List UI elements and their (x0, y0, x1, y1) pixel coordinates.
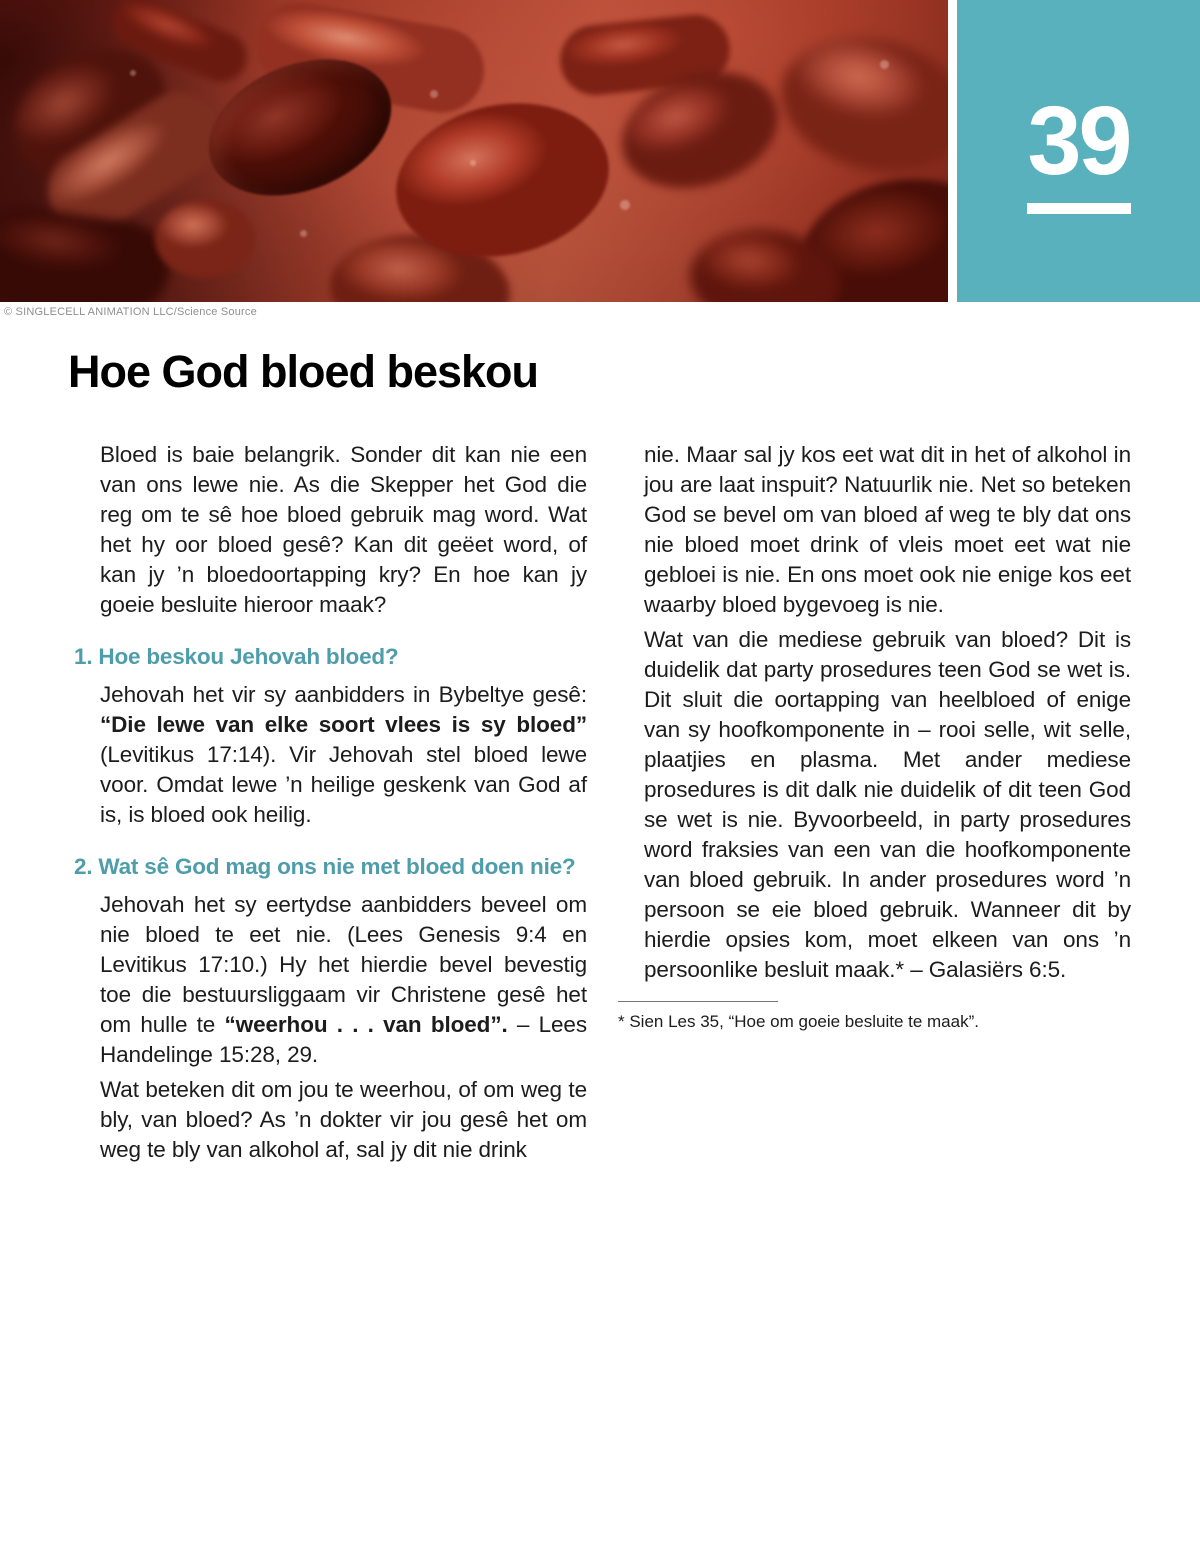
blood-cell-shape (155, 200, 255, 278)
paragraph-text: (Levitikus 17:14). Vir Jehovah stel bloed lewe voor. Omdat lewe ’n heilige geskenk van God af is, is bloed ook heilig. (100, 742, 587, 827)
footnote-rule (618, 1001, 778, 1002)
paragraph-text: Jehovah het sy eertydse aanbidders beveel om nie bloed te eet nie. (Lees Genesis 9:4 en Levitikus 17:10.) Hy het hierdie bevel bevestig toe die bestuursliggaam vir Christene gesê het om hulle te (100, 892, 587, 1037)
body-columns (74, 440, 1131, 1170)
particle-speck (430, 90, 438, 98)
bold-quote-text: “weerhou . . . van bloed”. (224, 1012, 508, 1037)
body-paragraph (100, 680, 587, 830)
lesson-number: 39 (1027, 86, 1130, 195)
particle-speck (880, 60, 889, 69)
blood-cell-shape (0, 202, 175, 302)
particle-speck (300, 230, 307, 237)
paragraph-text: Jehovah het vir sy aanbidders in Bybeltye gesê: (100, 682, 587, 707)
particle-speck (620, 200, 630, 210)
left-column (74, 440, 587, 1170)
image-credit: © SINGLECELL ANIMATION LLC/Science Source (4, 306, 257, 318)
particle-speck (470, 160, 476, 166)
page-title: Hoe God bloed beskou (68, 346, 539, 397)
blood-cells-image (0, 0, 948, 302)
section-heading: 2. Wat sê God mag ons nie met bloed doen nie? (74, 854, 576, 879)
body-paragraph (100, 890, 587, 1070)
blood-cell-shape (767, 19, 948, 191)
paragraph-text: Wat beteken dit om jou te weerhou, of om weg te bly, van bloed? As ’n dokter vir jou gesê het om weg te bly van alkohol af, sal jy dit nie drink (100, 1077, 587, 1162)
paragraph-text: – Lees Handelinge 15:28, 29. (100, 1012, 587, 1067)
section-heading: 1. Hoe beskou Jehovah bloed? (74, 644, 399, 669)
lesson-number-box (957, 0, 1200, 302)
particle-speck (130, 70, 136, 76)
lesson-number-underline (1027, 203, 1131, 214)
body-paragraph (644, 625, 1131, 985)
body-paragraph (644, 440, 1131, 620)
body-paragraph (100, 1075, 587, 1165)
right-column (618, 440, 1131, 1170)
paragraph-text: Bloed is baie belangrik. Sonder dit kan nie een van ons lewe nie. As die Skepper het God die reg om te sê hoe bloed gebruik mag word. Wat het hy oor bloed gesê? Kan dit geëet word, of kan jy ’n bloedoortapping kry? En hoe kan jy goeie besluite hieroor maak? (100, 442, 587, 617)
paragraph-text: Wat van die mediese gebruik van bloed? Dit is duidelik dat party prosedures teen God se wet is. Dit sluit die oortapping van heelbloed of enige van sy hoofkomponente in – rooi selle, wit selle, plaatjies en plasma. Met ander mediese prosedures is dit dalk nie duidelik of dit teen God se wet is nie. Byvoorbeeld, in party prosedures word fraksies van een van die hoofkomponente van bloed gebruik. In ander prosedures word ’n persoon se eie bloed gebruik. Wanneer dit by hierdie opsies kom, moet elkeen van ons ’n persoonlike besluit maak.* – Galasiërs 6:5. (644, 627, 1131, 982)
footnote: * Sien Les 35, “Hoe om goeie besluite te maak”. (618, 1012, 979, 1031)
body-paragraph (100, 440, 587, 620)
paragraph-text: nie. Maar sal jy kos eet wat dit in het of alkohol in jou are laat inspuit? Natuurlik nie. Net so beteken God se bevel om van bloed af weg te bly dat ons nie bloed moet drink of vleis moet eet wat nie gebloei is nie. En ons moet ook nie enige kos eet waarby bloed bygevoeg is nie. (644, 442, 1131, 617)
bold-quote-text: “Die lewe van elke soort vlees is sy bloed” (100, 712, 587, 737)
